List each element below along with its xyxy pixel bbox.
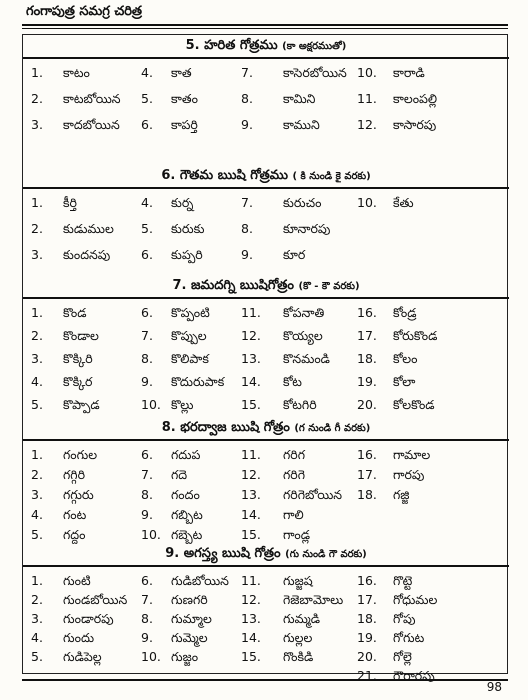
entry-number: 16. (357, 573, 377, 588)
entry-number: 4. (141, 195, 153, 210)
surname-entry: కాతం (171, 91, 198, 106)
surname-entry: గాండ్ల (283, 527, 310, 542)
gotra-list (23, 189, 509, 273)
entry-number: 9. (241, 117, 253, 132)
surname-entry: గుజ్జం (171, 649, 199, 664)
entry-number: 17. (357, 467, 377, 482)
surname-entry: గుడిపెల్ల (63, 649, 102, 664)
section-title (23, 275, 509, 297)
entry-number: 3. (31, 351, 43, 366)
surname-entry: కొప్పుల (171, 328, 207, 343)
surname-entry: కాత (171, 65, 192, 80)
surname-entry: కొయ్యల (283, 328, 323, 343)
surname-entry: కాసెరబోయిన (283, 65, 347, 80)
section-subtitle: (కా అక్షరముతో) (282, 41, 347, 52)
gotra-section (23, 417, 509, 547)
entry-number: 11. (241, 447, 261, 462)
surname-entry: కీర్తి (63, 195, 77, 210)
entry-number: 17. (357, 328, 377, 343)
section-subtitle: (గు నుండి గౌ వరకు) (285, 549, 367, 560)
surname-entry: కాలంపల్లి (393, 91, 438, 106)
surname-entry: కేతు (393, 195, 414, 210)
surname-entry: కూనారపు (283, 221, 331, 236)
entry-number: 2. (31, 328, 43, 343)
surname-entry: కోరుకొండ (393, 328, 438, 343)
section-title-text: 7. జమదగ్ని ఋషిగోత్రం (172, 278, 294, 293)
entry-number: 1. (31, 573, 43, 588)
header-rule (22, 24, 508, 29)
surname-entry: గుల్లల (283, 630, 313, 645)
entry-number: 15. (241, 527, 261, 542)
surname-entry: గంగుల (63, 447, 98, 462)
surname-entry: కొప్పంటి (171, 305, 210, 320)
entry-number: 5. (31, 649, 43, 664)
entry-number: 8. (241, 91, 253, 106)
entry-number: 21. (357, 668, 377, 683)
surname-entry: కోట (283, 374, 302, 389)
surname-entry: కొనమండి (283, 351, 330, 366)
surname-entry: కుర్న (171, 195, 194, 210)
surname-entry: గుండారపు (63, 611, 114, 626)
entry-number: 2. (31, 592, 43, 607)
surname-entry: కొక్కిర (63, 374, 93, 389)
entry-number: 6. (141, 573, 153, 588)
surname-entry: గొంకిడి (283, 649, 314, 664)
surname-entry: గోధుమల (393, 592, 438, 607)
surname-entry: గోల్లె (393, 649, 412, 664)
surname-entry: గాలి (283, 507, 304, 522)
entry-number: 16. (357, 447, 377, 462)
entry-number: 10. (141, 397, 161, 412)
gotra-section (23, 275, 509, 420)
entry-number: 7. (241, 65, 253, 80)
entry-number: 13. (241, 351, 261, 366)
surname-entry: గరిగెబోయిన (283, 487, 343, 502)
surname-entry: కోలం (393, 351, 418, 366)
entry-number: 7. (141, 592, 153, 607)
entry-number: 8. (141, 487, 153, 502)
surname-entry: గుమ్మాల (171, 611, 212, 626)
surname-entry: గెజెబామోలు (283, 592, 344, 607)
entry-number: 20. (357, 649, 377, 664)
entry-number: 15. (241, 397, 261, 412)
entry-number: 15. (241, 649, 261, 664)
entry-number: 4. (31, 507, 43, 522)
entry-number: 8. (141, 611, 153, 626)
entry-number: 1. (31, 65, 43, 80)
entry-number: 12. (241, 592, 261, 607)
surname-entry: గుంటి (63, 573, 91, 588)
gotra-section (23, 165, 509, 273)
entry-number: 2. (31, 467, 43, 482)
entry-number: 8. (241, 221, 253, 236)
surname-entry: కూర (283, 247, 306, 262)
entry-number: 18. (357, 487, 377, 502)
entry-number: 17. (357, 592, 377, 607)
entry-number: 6. (141, 117, 153, 132)
surname-entry: కోపనాతి (283, 305, 325, 320)
section-subtitle: (గ నుండి గీ వరకు) (294, 423, 371, 434)
entry-number: 9. (241, 247, 253, 262)
entry-number: 10. (357, 65, 377, 80)
entry-number: 7. (241, 195, 253, 210)
surname-entry: కొండాల (63, 328, 99, 343)
section-title-text: 5. హరిత గోత్రము (185, 38, 278, 53)
entry-number: 2. (31, 221, 43, 236)
entry-number: 18. (357, 351, 377, 366)
gotra-list (23, 441, 509, 547)
entry-number: 1. (31, 305, 43, 320)
surname-entry: గుడిబోయిన (171, 573, 229, 588)
entry-number: 12. (357, 117, 377, 132)
surname-entry: గోపు (393, 611, 416, 626)
running-title: గంగాపుత్ర సమగ్ర చరిత్ర (26, 4, 143, 19)
surname-entry: కొక్కిరి (63, 351, 93, 366)
entry-number: 5. (31, 397, 43, 412)
section-title (23, 543, 509, 565)
entry-number: 3. (31, 117, 43, 132)
entry-number: 6. (141, 447, 153, 462)
entry-number: 9. (141, 374, 153, 389)
entry-number: 9. (141, 630, 153, 645)
surname-entry: గుండబోయిన (63, 592, 128, 607)
entry-number: 10. (141, 649, 161, 664)
entry-number: 5. (141, 221, 153, 236)
surname-entry: గారపు (393, 467, 425, 482)
entry-number: 16. (357, 305, 377, 320)
surname-entry: గరిగె (283, 467, 305, 482)
surname-entry: కుందనపు (63, 247, 111, 262)
surname-entry: కాటం (63, 65, 90, 80)
entry-number: 14. (241, 507, 261, 522)
entry-number: 18. (357, 611, 377, 626)
entry-number: 11. (357, 91, 377, 106)
surname-entry: గదె (171, 467, 188, 482)
entry-number: 2. (31, 91, 43, 106)
footer-rule (22, 679, 508, 681)
surname-entry: గౌరారపు (393, 668, 435, 683)
entry-number: 14. (241, 630, 261, 645)
entry-number: 14. (241, 374, 261, 389)
gotra-list (23, 59, 509, 143)
section-title (23, 35, 509, 57)
entry-number: 9. (141, 507, 153, 522)
entry-number: 8. (141, 351, 153, 366)
entry-number: 5. (31, 527, 43, 542)
section-title-text: 9. అగస్త్య ఋషి గోత్రం (165, 546, 281, 561)
surname-entry: గబ్బిట (171, 507, 203, 522)
entry-number: 4. (31, 630, 43, 645)
surname-entry: కుప్పరి (171, 247, 203, 262)
surname-entry: గుజ్జష (283, 573, 313, 588)
entry-number: 7. (141, 467, 153, 482)
entry-number: 3. (31, 247, 43, 262)
entry-number: 4. (141, 65, 153, 80)
entry-number: 7. (141, 328, 153, 343)
surname-entry: గామాల (393, 447, 431, 462)
entry-number: 1. (31, 447, 43, 462)
surname-entry: గందం (171, 487, 200, 502)
surname-entry: గరిగ (283, 447, 305, 462)
entry-number: 3. (31, 611, 43, 626)
section-title-text: 8. భరద్వాజ ఋషి గోత్రం (161, 420, 290, 435)
gotra-section (23, 35, 509, 143)
content-frame (22, 34, 508, 683)
surname-entry: కొదురుపాక (171, 374, 225, 389)
surname-entry: గగ్గురు (63, 487, 94, 502)
surname-entry: కుడుముల (63, 221, 114, 236)
entry-number: 6. (141, 247, 153, 262)
surname-entry: గద్దం (63, 527, 86, 542)
surname-entry: గగ్గిరి (63, 467, 85, 482)
gotra-list (23, 299, 509, 420)
surname-entry: గుమ్మడి (283, 611, 321, 626)
entry-number: 12. (241, 467, 261, 482)
surname-entry: కోటగిరి (283, 397, 317, 412)
surname-entry: గబ్బెట (171, 527, 203, 542)
section-subtitle: ( కి నుండి కై వరకు) (292, 171, 371, 182)
surname-entry: కామిని (283, 91, 316, 106)
entry-number: 13. (241, 611, 261, 626)
surname-entry: కాసారపు (393, 117, 437, 132)
entry-number: 20. (357, 397, 377, 412)
surname-entry: గజ్జి (393, 487, 410, 502)
surname-entry: కాదబోయిన (63, 117, 120, 132)
entry-number: 12. (241, 328, 261, 343)
surname-entry: గోగుట (393, 630, 425, 645)
surname-entry: కొప్పాడ (63, 397, 100, 412)
entry-number: 13. (241, 487, 261, 502)
surname-entry: కోలా (393, 374, 416, 389)
section-title (23, 165, 509, 187)
surname-entry: కారాడి (393, 65, 425, 80)
entry-number: 11. (241, 305, 261, 320)
surname-entry: కోలకొండ (393, 397, 435, 412)
surname-entry: గొట్టె (393, 573, 413, 588)
surname-entry: కొలిపాక (171, 351, 209, 366)
section-subtitle: (కొ - కౌ వరకు) (298, 281, 360, 292)
surname-entry: కాటబోయిన (63, 91, 121, 106)
entry-number: 3. (31, 487, 43, 502)
entry-number: 4. (31, 374, 43, 389)
entry-number: 19. (357, 630, 377, 645)
entry-number: 6. (141, 305, 153, 320)
surname-entry: గుందు (63, 630, 95, 645)
gotra-list (23, 567, 509, 687)
surname-entry: కొండ (63, 305, 87, 320)
entry-number: 11. (241, 573, 261, 588)
surname-entry: గంట (63, 507, 87, 522)
entry-number: 10. (357, 195, 377, 210)
section-title-text: 6. గౌతమ ఋషి గోత్రము (161, 168, 288, 183)
entry-number: 1. (31, 195, 43, 210)
entry-number: 10. (141, 527, 161, 542)
surname-entry: గదుప (171, 447, 201, 462)
section-title (23, 417, 509, 439)
surname-entry: కురుకు (171, 221, 205, 236)
gotra-section (23, 543, 509, 687)
entry-number: 5. (141, 91, 153, 106)
surname-entry: కొల్లు (171, 397, 194, 412)
surname-entry: గుమ్మెల (171, 630, 208, 645)
entry-number: 19. (357, 374, 377, 389)
page-number: 98 (486, 680, 502, 694)
surname-entry: గుణగరి (171, 592, 208, 607)
surname-entry: కురుచం (283, 195, 322, 210)
surname-entry: కాపర్తి (171, 117, 198, 132)
surname-entry: కాముని (283, 117, 320, 132)
surname-entry: కోండ్ర (393, 305, 417, 320)
